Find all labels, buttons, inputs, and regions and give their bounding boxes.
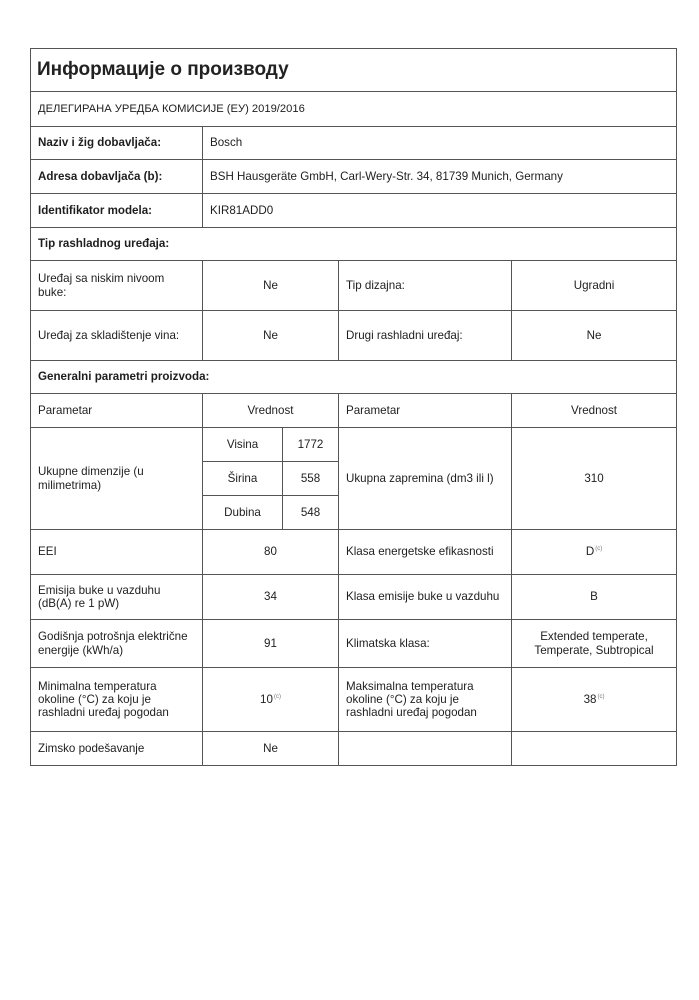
row-label: Uređaj za skladištenje vina: <box>31 311 203 361</box>
row-label: Godišnja potrošnja električne energije (kWh/a) <box>31 620 203 668</box>
row-label-2: Tip dizajna: <box>339 261 512 311</box>
row-label: Uređaj sa niskim nivoom buke: <box>31 261 203 311</box>
supplier-address-label: Adresa dobavljača (b): <box>31 160 203 194</box>
row-label: Minimalna temperatura okoline (°C) za koju je rashladni uređaj pogodan <box>31 668 203 732</box>
max-temp-value: 38 <box>583 692 597 706</box>
row-label-2: Maksimalna temperatura okoline (°C) za koju je rashladni uređaj pogodan <box>339 668 512 732</box>
table-row <box>31 261 677 311</box>
row-value: 91 <box>203 620 339 668</box>
min-temp-cell <box>203 668 339 732</box>
header-parameter-2: Parametar <box>339 394 512 428</box>
supplier-name-value: Bosch <box>203 127 677 160</box>
row-value-2 <box>512 732 677 766</box>
energy-class-cell <box>512 530 677 575</box>
table-row <box>31 530 677 575</box>
row-value-2: Extended temperate, Temperate, Subtropical <box>512 620 677 668</box>
total-volume-label: Ukupna zapremina (dm3 ili l) <box>339 428 512 530</box>
row-value: Ne <box>203 311 339 361</box>
header-parameter: Parametar <box>31 394 203 428</box>
model-identifier-value: KIR81ADD0 <box>203 194 677 228</box>
row-value: 80 <box>203 530 339 575</box>
row-label-2: Drugi rashladni uređaj: <box>339 311 512 361</box>
supplier-name-label: Naziv i žig dobavljača: <box>31 127 203 160</box>
dimension-name-height: Visina <box>203 428 283 462</box>
table-row <box>31 311 677 361</box>
row-value: 34 <box>203 575 339 620</box>
product-info-table <box>30 48 677 766</box>
header-value: Vrednost <box>203 394 339 428</box>
supplier-name-row <box>31 127 677 160</box>
footnote-marker: (c) <box>273 693 281 700</box>
row-label-2: Klimatska klasa: <box>339 620 512 668</box>
total-volume-value: 310 <box>512 428 677 530</box>
footnote-marker: (c) <box>597 693 605 700</box>
min-temp-value: 10 <box>260 692 273 706</box>
dimension-value-width: 558 <box>283 462 339 496</box>
row-value-2: B <box>512 575 677 620</box>
appliance-type-section-label: Tip rashladnog uređaja: <box>31 228 677 261</box>
model-identifier-label: Identifikator modela: <box>31 194 203 228</box>
header-value-2: Vrednost <box>512 394 677 428</box>
supplier-address-row <box>31 160 677 194</box>
row-label-2: Klasa energetske efikasnosti <box>339 530 512 575</box>
general-parameters-section-label: Generalni parametri proizvoda: <box>31 361 677 394</box>
regulation-subtitle: ДЕЛЕГИРАНА УРЕДБА КОМИСИЈЕ (ЕУ) 2019/2016 <box>31 92 677 127</box>
dimension-value-height: 1772 <box>283 428 339 462</box>
dimension-value-depth: 548 <box>283 496 339 530</box>
dimension-name-width: Širina <box>203 462 283 496</box>
model-identifier-row <box>31 194 677 228</box>
table-row <box>31 732 677 766</box>
product-information-sheet <box>30 48 676 766</box>
row-label-2 <box>339 732 512 766</box>
document-title: Информације о производу <box>31 49 677 92</box>
row-value-2: Ugradni <box>512 261 677 311</box>
footnote-marker: (c) <box>595 546 603 553</box>
parameters-header-row <box>31 394 677 428</box>
supplier-address-value: BSH Hausgeräte GmbH, Carl-Wery-Str. 34, 81739 Munich, Germany <box>203 160 677 194</box>
table-row <box>31 668 677 732</box>
row-value: Ne <box>203 261 339 311</box>
row-value: Ne <box>203 732 339 766</box>
energy-class-value: D <box>585 545 595 559</box>
dimension-name-depth: Dubina <box>203 496 283 530</box>
row-label-2: Klasa emisije buke u vazduhu <box>339 575 512 620</box>
dimensions-row <box>31 428 677 462</box>
dimensions-label: Ukupne dimenzije (u milimetrima) <box>31 428 203 530</box>
table-row <box>31 620 677 668</box>
row-label: Zimsko podešavanje <box>31 732 203 766</box>
table-row <box>31 575 677 620</box>
row-value-2: Ne <box>512 311 677 361</box>
row-label: EEI <box>31 530 203 575</box>
max-temp-cell <box>512 668 677 732</box>
row-label: Emisija buke u vazduhu (dB(A) re 1 pW) <box>31 575 203 620</box>
